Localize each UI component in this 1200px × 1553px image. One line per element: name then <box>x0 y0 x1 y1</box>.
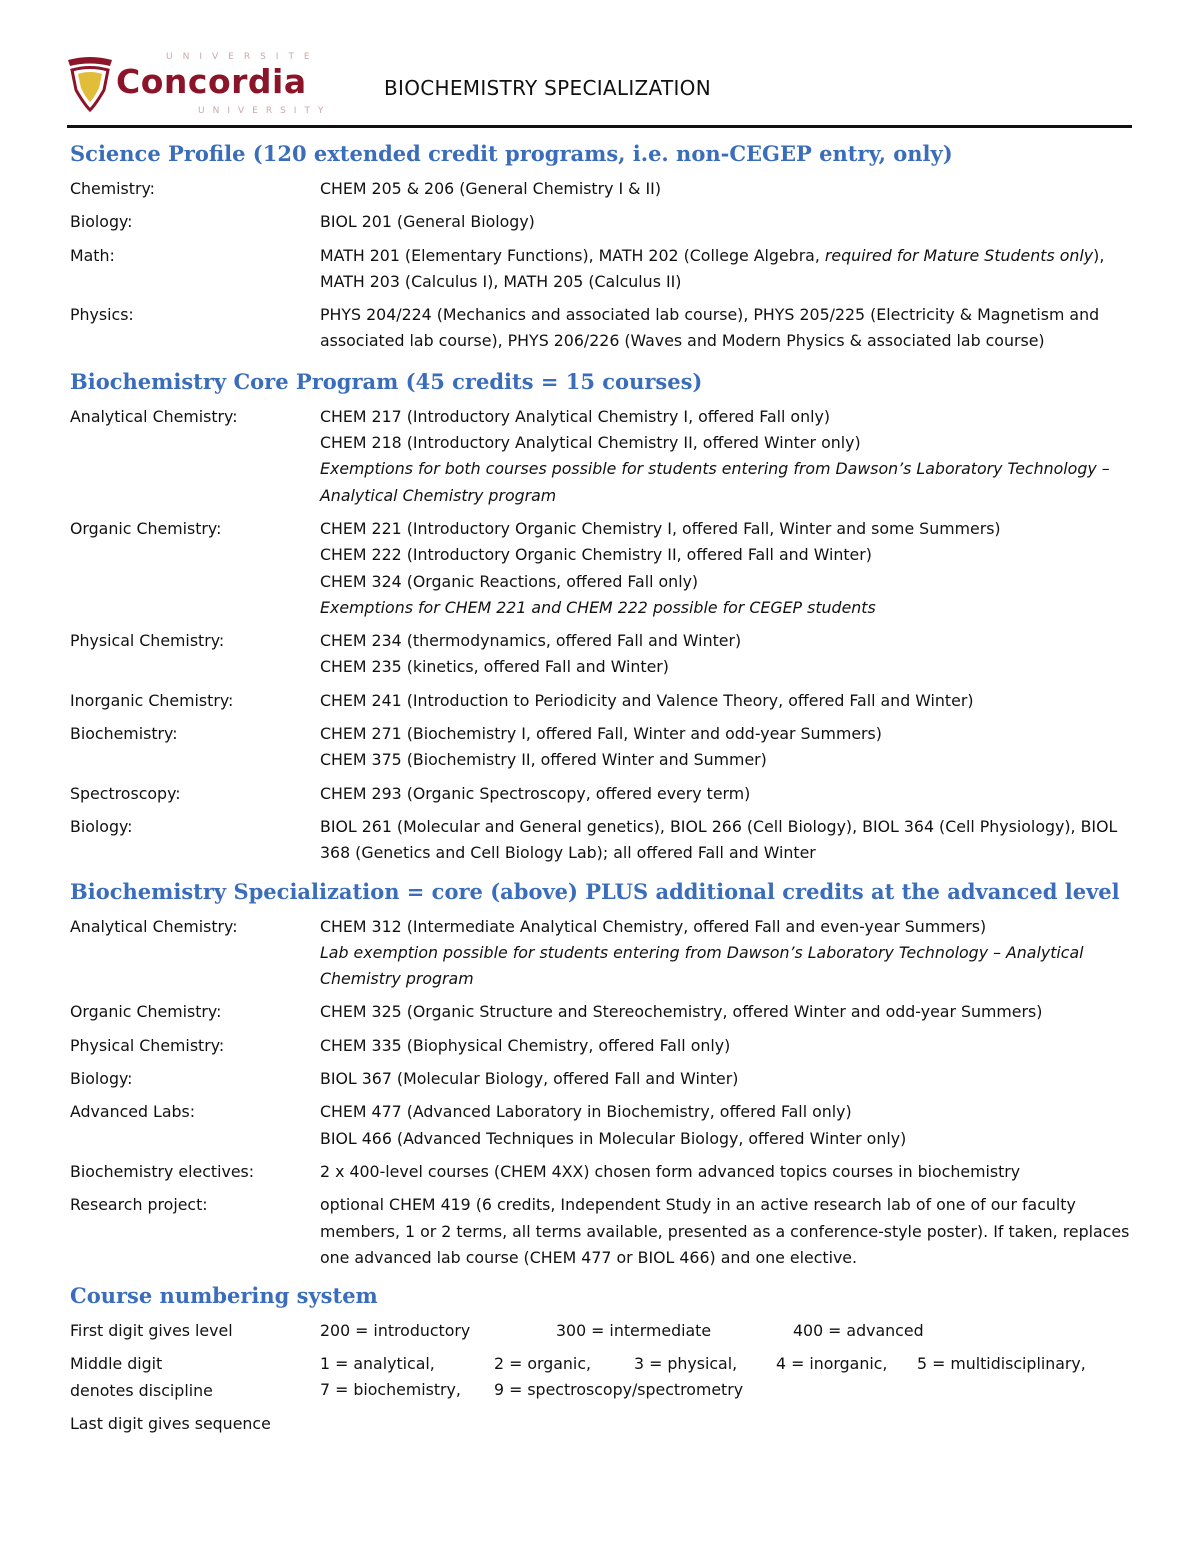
row-value: PHYS 204/224 (Mechanics and associated lab course), PHYS 205/225 (Electricity & Magnetism and associated lab course), PHYS 206/226 (Waves and Modern Physics & associated lab course) <box>320 305 1100 351</box>
math-text-a: MATH 201 (Elementary Functions), MATH 202 (College Algebra, <box>320 245 825 265</box>
row-label: Biology: <box>70 1069 133 1089</box>
requirement-row <box>70 1066 1150 1092</box>
row-value <box>320 516 1150 621</box>
row-value <box>320 721 1150 774</box>
section-heading: Biochemistry Specialization = core (above) PLUS additional credits at the advanced level <box>70 878 1120 904</box>
row-label: Analytical Chemistry: <box>70 916 238 936</box>
requirement-row <box>70 781 1150 807</box>
row-value <box>320 404 1150 509</box>
logo-wordmark: Concordia <box>116 62 307 101</box>
row-value <box>320 628 1150 681</box>
requirement-row <box>70 176 1150 202</box>
row-label: Research project: <box>70 1195 208 1215</box>
science-profile-section <box>70 139 1150 355</box>
specialization-section <box>70 877 1150 1272</box>
row-label: Analytical Chemistry: <box>70 406 238 426</box>
requirement-row <box>70 1159 1150 1185</box>
row-value <box>320 914 1150 993</box>
row-label: Physical Chemistry: <box>70 631 225 651</box>
row-value <box>320 1099 1150 1152</box>
digit-2: 2 = organic, <box>494 1354 592 1374</box>
requirement-row <box>70 302 1150 355</box>
row-label: Organic Chemistry: <box>70 518 222 538</box>
shield-icon <box>66 56 114 114</box>
course-line: 2 x 400-level courses (CHEM 4XX) chosen form advanced topics courses in biochemistry <box>320 1161 1021 1181</box>
math-italic-note: required for Mature Students only <box>824 245 1094 265</box>
document-body <box>70 139 1150 1441</box>
section-heading: Course numbering system <box>70 1283 378 1309</box>
math-text-b: ), MATH 203 (Calculus I), MATH 205 (Calculus II) <box>320 245 1105 291</box>
header-divider <box>67 125 1132 128</box>
level-row <box>70 1318 1150 1344</box>
requirement-row <box>70 721 1150 774</box>
core-program-section <box>70 367 1150 867</box>
requirement-row <box>70 1192 1150 1271</box>
row-label: Biochemistry: <box>70 724 178 744</box>
course-line: CHEM 271 (Biochemistry I, offered Fall, Winter and odd-year Summers) <box>320 724 882 744</box>
middle-label-line: denotes discipline <box>70 1380 213 1400</box>
digit-4: 4 = inorganic, <box>776 1354 888 1374</box>
digit-1: 1 = analytical, <box>320 1354 435 1374</box>
course-line: CHEM 325 (Organic Structure and Stereochemistry, offered Winter and odd-year Summers) <box>320 1002 1043 1022</box>
page-header <box>62 48 1132 128</box>
middle-label-line: Middle digit <box>70 1354 163 1374</box>
course-line: optional CHEM 419 (6 credits, Independent Study in an active research lab of one of our faculty members, 1 or 2 terms, all terms available, presented as a conference-style poster). If taken, replaces one advanced lab course (CHEM 477 or BIOL 466) and one elective. <box>320 1195 1130 1267</box>
row-label: Physical Chemistry: <box>70 1035 225 1055</box>
course-line: CHEM 218 (Introductory Analytical Chemistry II, offered Winter only) <box>320 433 861 453</box>
row-label: Math: <box>70 245 115 265</box>
level-200: 200 = introductory <box>320 1321 471 1341</box>
course-line: CHEM 324 (Organic Reactions, offered Fall only) <box>320 571 699 591</box>
row-label: Biology: <box>70 816 133 836</box>
level-300: 300 = intermediate <box>556 1321 712 1341</box>
requirement-row <box>70 999 1150 1025</box>
digit-7: 7 = biochemistry, <box>320 1380 461 1400</box>
requirement-row <box>70 688 1150 714</box>
digit-3: 3 = physical, <box>634 1354 738 1374</box>
section-heading: Science Profile (120 extended credit programs, i.e. non-CEGEP entry, only) <box>70 141 953 166</box>
row-label: Inorganic Chemistry: <box>70 690 234 710</box>
logo-top-text: UNIVERSITE <box>166 52 320 62</box>
concordia-logo <box>62 48 332 120</box>
course-line: CHEM 293 (Organic Spectroscopy, offered every term) <box>320 783 751 803</box>
document-title: BIOCHEMISTRY SPECIALIZATION <box>384 76 711 100</box>
course-line: CHEM 217 (Introductory Analytical Chemistry I, offered Fall only) <box>320 406 830 426</box>
row-label: Biochemistry electives: <box>70 1161 255 1181</box>
exemption-note: Exemptions for CHEM 221 and CHEM 222 possible for CEGEP students <box>320 597 876 617</box>
exemption-note: Exemptions for both courses possible for students entering from Dawson’s Laboratory Technology – Analytical Chemistry program <box>320 459 1110 505</box>
course-line: BIOL 367 (Molecular Biology, offered Fall and Winter) <box>320 1069 739 1089</box>
digit-5: 5 = multidisciplinary, <box>917 1354 1086 1374</box>
requirement-row <box>70 209 1150 235</box>
sequence-row <box>70 1411 1150 1437</box>
course-line: CHEM 375 (Biochemistry II, offered Winter and Summer) <box>320 750 767 770</box>
logo-bottom-text: UNIVERSITY <box>198 106 332 116</box>
requirement-row <box>70 516 1150 621</box>
row-label: Chemistry: <box>70 179 155 198</box>
row-label: Advanced Labs: <box>70 1102 196 1122</box>
row-label: Spectroscopy: <box>70 783 181 803</box>
row-value <box>320 243 1150 296</box>
row-label: First digit gives level <box>70 1321 233 1341</box>
course-line: CHEM 222 (Introductory Organic Chemistry II, offered Fall and Winter) <box>320 545 872 565</box>
discipline-values <box>320 1351 1150 1403</box>
numbering-section <box>70 1281 1150 1437</box>
course-line: CHEM 312 (Intermediate Analytical Chemistry, offered Fall and even-year Summers) <box>320 916 987 936</box>
level-400: 400 = advanced <box>793 1321 924 1341</box>
requirement-row <box>70 1033 1150 1059</box>
digit-9: 9 = spectroscopy/spectrometry <box>494 1380 744 1400</box>
course-line: CHEM 241 (Introduction to Periodicity and Valence Theory, offered Fall and Winter) <box>320 690 974 710</box>
level-values <box>320 1318 1150 1344</box>
discipline-row <box>70 1351 1150 1404</box>
requirement-row <box>70 1099 1150 1152</box>
course-line: CHEM 477 (Advanced Laboratory in Biochemistry, offered Fall only) <box>320 1102 852 1122</box>
row-label: Last digit gives sequence <box>70 1413 271 1433</box>
requirement-row <box>70 914 1150 993</box>
course-line: CHEM 234 (thermodynamics, offered Fall and Winter) <box>320 631 742 651</box>
exemption-note: Lab exemption possible for students entering from Dawson’s Laboratory Technology – Analytical Chemistry program <box>320 942 1084 989</box>
requirement-row <box>70 628 1150 681</box>
requirement-row <box>70 243 1150 296</box>
course-line: CHEM 235 (kinetics, offered Fall and Winter) <box>320 657 669 677</box>
row-label: Biology: <box>70 212 133 232</box>
requirement-row <box>70 814 1150 867</box>
requirement-row <box>70 404 1150 509</box>
row-value: BIOL 201 (General Biology) <box>320 212 535 232</box>
course-line: BIOL 261 (Molecular and General genetics), BIOL 266 (Cell Biology), BIOL 364 (Cell Physiology), BIOL 368 (Genetics and Cell Biology Lab); all offered Fall and Winter <box>320 816 1118 863</box>
course-line: CHEM 335 (Biophysical Chemistry, offered Fall only) <box>320 1035 731 1055</box>
course-line: CHEM 221 (Introductory Organic Chemistry I, offered Fall, Winter and some Summers) <box>320 518 1001 538</box>
course-line: BIOL 466 (Advanced Techniques in Molecular Biology, offered Winter only) <box>320 1128 907 1148</box>
section-heading: Biochemistry Core Program (45 credits = 15 courses) <box>70 368 703 394</box>
row-label: Organic Chemistry: <box>70 1002 222 1022</box>
row-label <box>70 1351 320 1404</box>
row-value: CHEM 205 & 206 (General Chemistry I & II) <box>320 179 661 198</box>
row-label: Physics: <box>70 305 134 325</box>
